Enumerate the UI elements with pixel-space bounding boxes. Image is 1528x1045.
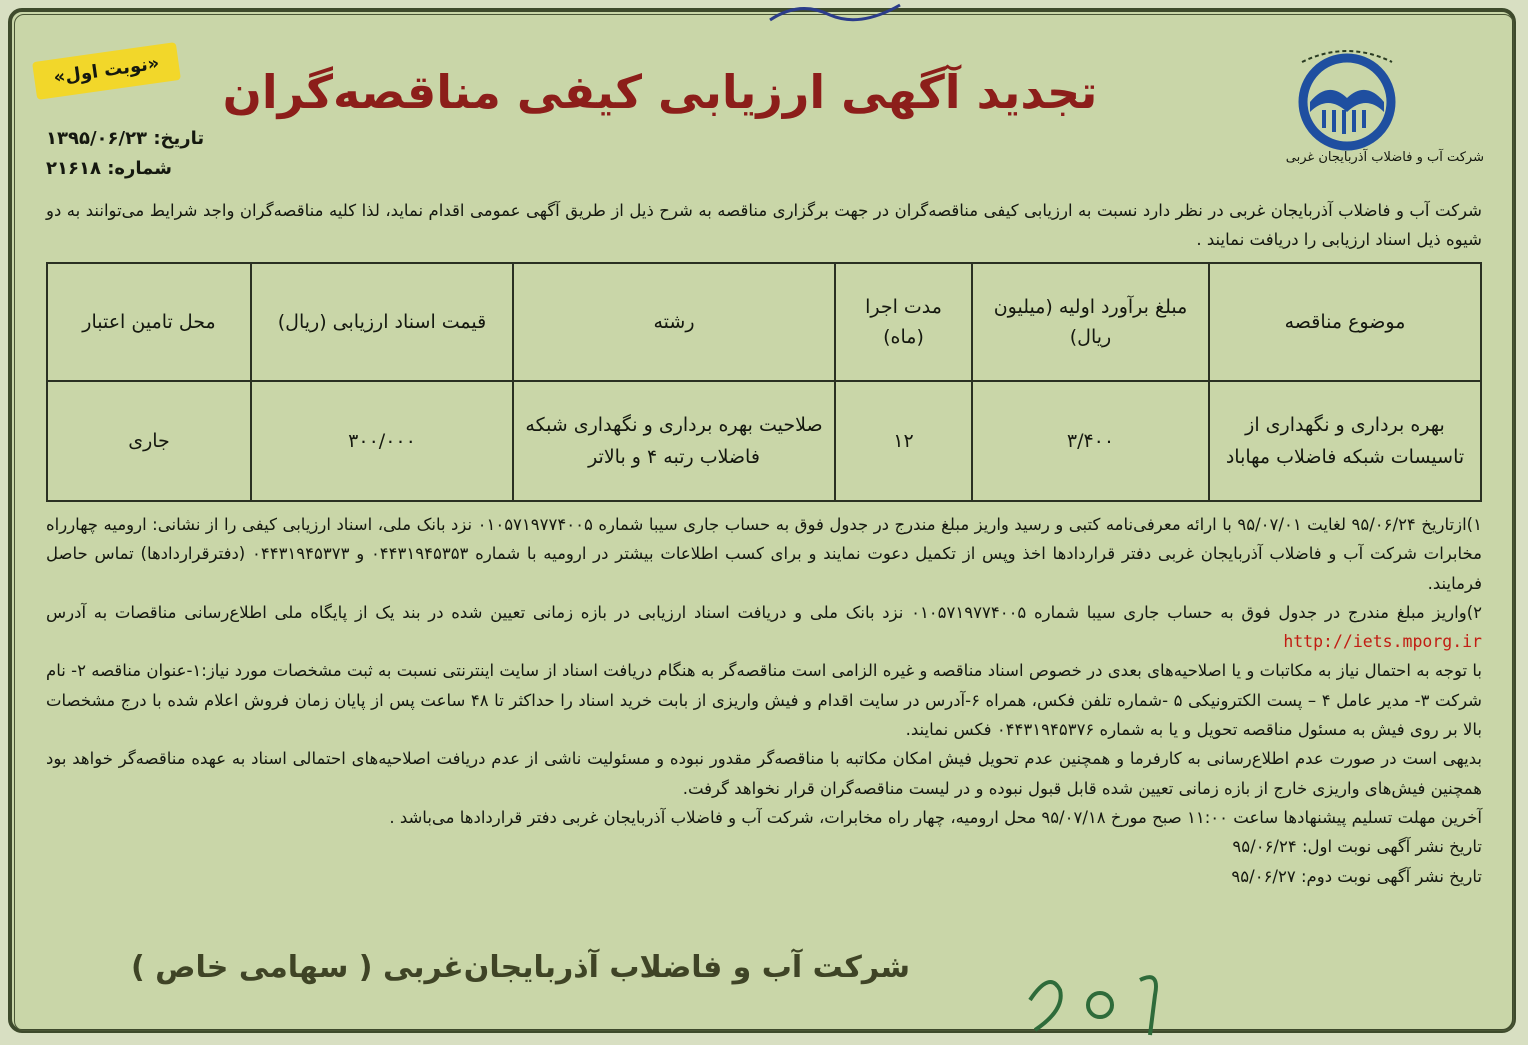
pen-scribble-icon	[760, 0, 920, 30]
company-logo-icon	[1272, 44, 1422, 154]
paragraph-2-text: ۲)واریز مبلغ مندرج در جدول فوق به حساب جاری سیبا شماره ۰۱۰۵۷۱۹۷۷۴۰۰۵ نزد بانک ملی و دریافت اسناد ارزیابی در بازه زمانی تعیین شده در بند یک از پایگاه ملی اطلاع‌رسانی مناقصات به آدرس	[46, 602, 1483, 622]
ad-body	[46, 510, 1482, 891]
tender-website-link[interactable]: http://iets.mporg.ir	[1283, 632, 1482, 652]
ad-date: تاریخ: ۱۳۹۵/۰۶/۲۳	[46, 128, 205, 149]
cell-subject: بهره برداری و نگهداری از تاسیسات شبکه فاضلاب مهاباد	[1209, 381, 1481, 501]
cell-estimate: ۳/۴۰۰	[972, 381, 1209, 501]
paragraph-3: با توجه به احتمال نیاز به مکاتبات و یا اصلاحیه‌های بعدی در خصوص اسناد مناقصه و غیره الزامی است مناقصه‌گر به هنگام دریافت اسناد از سایت اینترنتی نسبت به ثبت مشخصات مورد نیاز:۱-عنوان مناقصه ۲- نام شرکت ۳- مدیر عامل ۴ – پست الکترونیکی ۵ -شماره تلفن فکس، همراه ۶-آدرس در سایت اقدام و فیش واریزی از بابت خرید اسناد را حداکثر تا ۴۸ ساعت پس از پایان زمان فروش اعلام شده با درج مشخصات بالا بر روی فیش به مسئول مناقصه تحویل و یا به شماره ۰۴۴۳۱۹۴۵۳۷۶ فکس نمایند.	[46, 661, 1483, 740]
header-duration: مدت اجرا (ماه)	[835, 263, 972, 381]
paragraph-5: آخرین مهلت تسلیم پیشنهادها ساعت ۱۱:۰۰ صبح مورخ ۹۵/۰۷/۱۸ محل ارومیه، چهار راه مخابرات، شرکت آب و فاضلاب آذربایجان غربی دفتر قراردادها می‌باشد .	[389, 807, 1482, 827]
table-row	[47, 381, 1481, 501]
company-name-small: شرکت آب و فاضلاب آذربایجان غربی	[1285, 150, 1484, 165]
header-subject: موضوع مناقصه	[1209, 263, 1481, 381]
cell-duration: ۱۲	[835, 381, 972, 501]
paragraph-4: بدیهی است در صورت عدم اطلاع‌رسانی به کارفرما و همچنین عدم تحویل فیش امکان مکاتبه با مناقصه‌گر مقدور نبوده و مسئولیت ناشی از عدم دریافت اصلاحیه‌های احتمالی اسناد به عهده مناقصه‌گر خواهد بود همچنین فیش‌های واریزی خارج از بازه زمانی تعیین شده قابل قبول نبوده و در لیست مناقصه‌گران قرار نخواهد گرفت.	[46, 749, 1482, 798]
second-publication-date: تاریخ نشر آگهی نوبت دوم: ۹۵/۰۶/۲۷	[1231, 866, 1482, 886]
paragraph-1: ۱)ازتاریخ ۹۵/۰۶/۲۴ لغایت ۹۵/۰۷/۰۱ با ارائه معرفی‌نامه کتبی و رسید واریز مبلغ مندرج در جدول فوق به حساب جاری سیبا شماره ۰۱۰۵۷۱۹۷۷۴۰۰۵ نزد بانک ملی، اسناد ارزیابی کیفی را از نشانی: ارومیه چهارراه مخابرات شرکت آب و فاضلاب آذربایجان غربی دفتر قراردادها اخذ وپس از تکمیل دعوت نمایند و برای کسب اطلاعات بیشتر در ارومیه با شماره ۰۴۴۳۱۹۴۵۳۵۳ و ۰۴۴۳۱۹۴۵۳۷۳ (دفترقراردادها) تماس حاصل فرمایند.	[46, 515, 1482, 593]
first-publication-date: تاریخ نشر آگهی نوبت اول: ۹۵/۰۶/۲۴	[1232, 837, 1482, 857]
ad-number: شماره: ۲۱۶۱۸	[46, 158, 172, 179]
handwritten-note-icon	[1020, 960, 1180, 1040]
table-header-row	[47, 263, 1481, 381]
tender-table	[46, 262, 1482, 502]
cell-field: صلاحیت بهره برداری و نگهداری شبکه فاضلاب رتبه ۴ و بالاتر	[513, 381, 835, 501]
header-field: رشته	[513, 263, 835, 381]
cell-funding: جاری	[47, 381, 251, 501]
ad-title: تجدید آگهی ارزیابی کیفی مناقصه‌گران	[222, 65, 1098, 119]
header-price: قیمت اسناد ارزیابی (ریال)	[251, 263, 513, 381]
header-estimate: مبلغ برآورد اولیه (میلیون ریال)	[972, 263, 1209, 381]
cell-price: ۳۰۰/۰۰۰	[251, 381, 513, 501]
first-publication-badge: «نوبت اول»	[32, 42, 181, 100]
ad-intro: شرکت آب و فاضلاب آذربایجان غربی در نظر دارد نسبت به ارزیابی کیفی مناقصه‌گران در جهت برگزاری مناقصه به شرح ذیل از طریق آگهی عمومی اقدام نماید، لذا کلیه مناقصه‌گران واجد شرایط می‌توانند به دو شیوه ذیل اسناد ارزیابی را دریافت نمایند .	[46, 201, 1482, 249]
header-funding: محل تامین اعتبار	[47, 263, 251, 381]
company-signature: شرکت آب و فاضلاب آذربایجان‌غربی ( سهامی خاص )	[131, 950, 910, 985]
paragraph-2	[46, 598, 1482, 657]
